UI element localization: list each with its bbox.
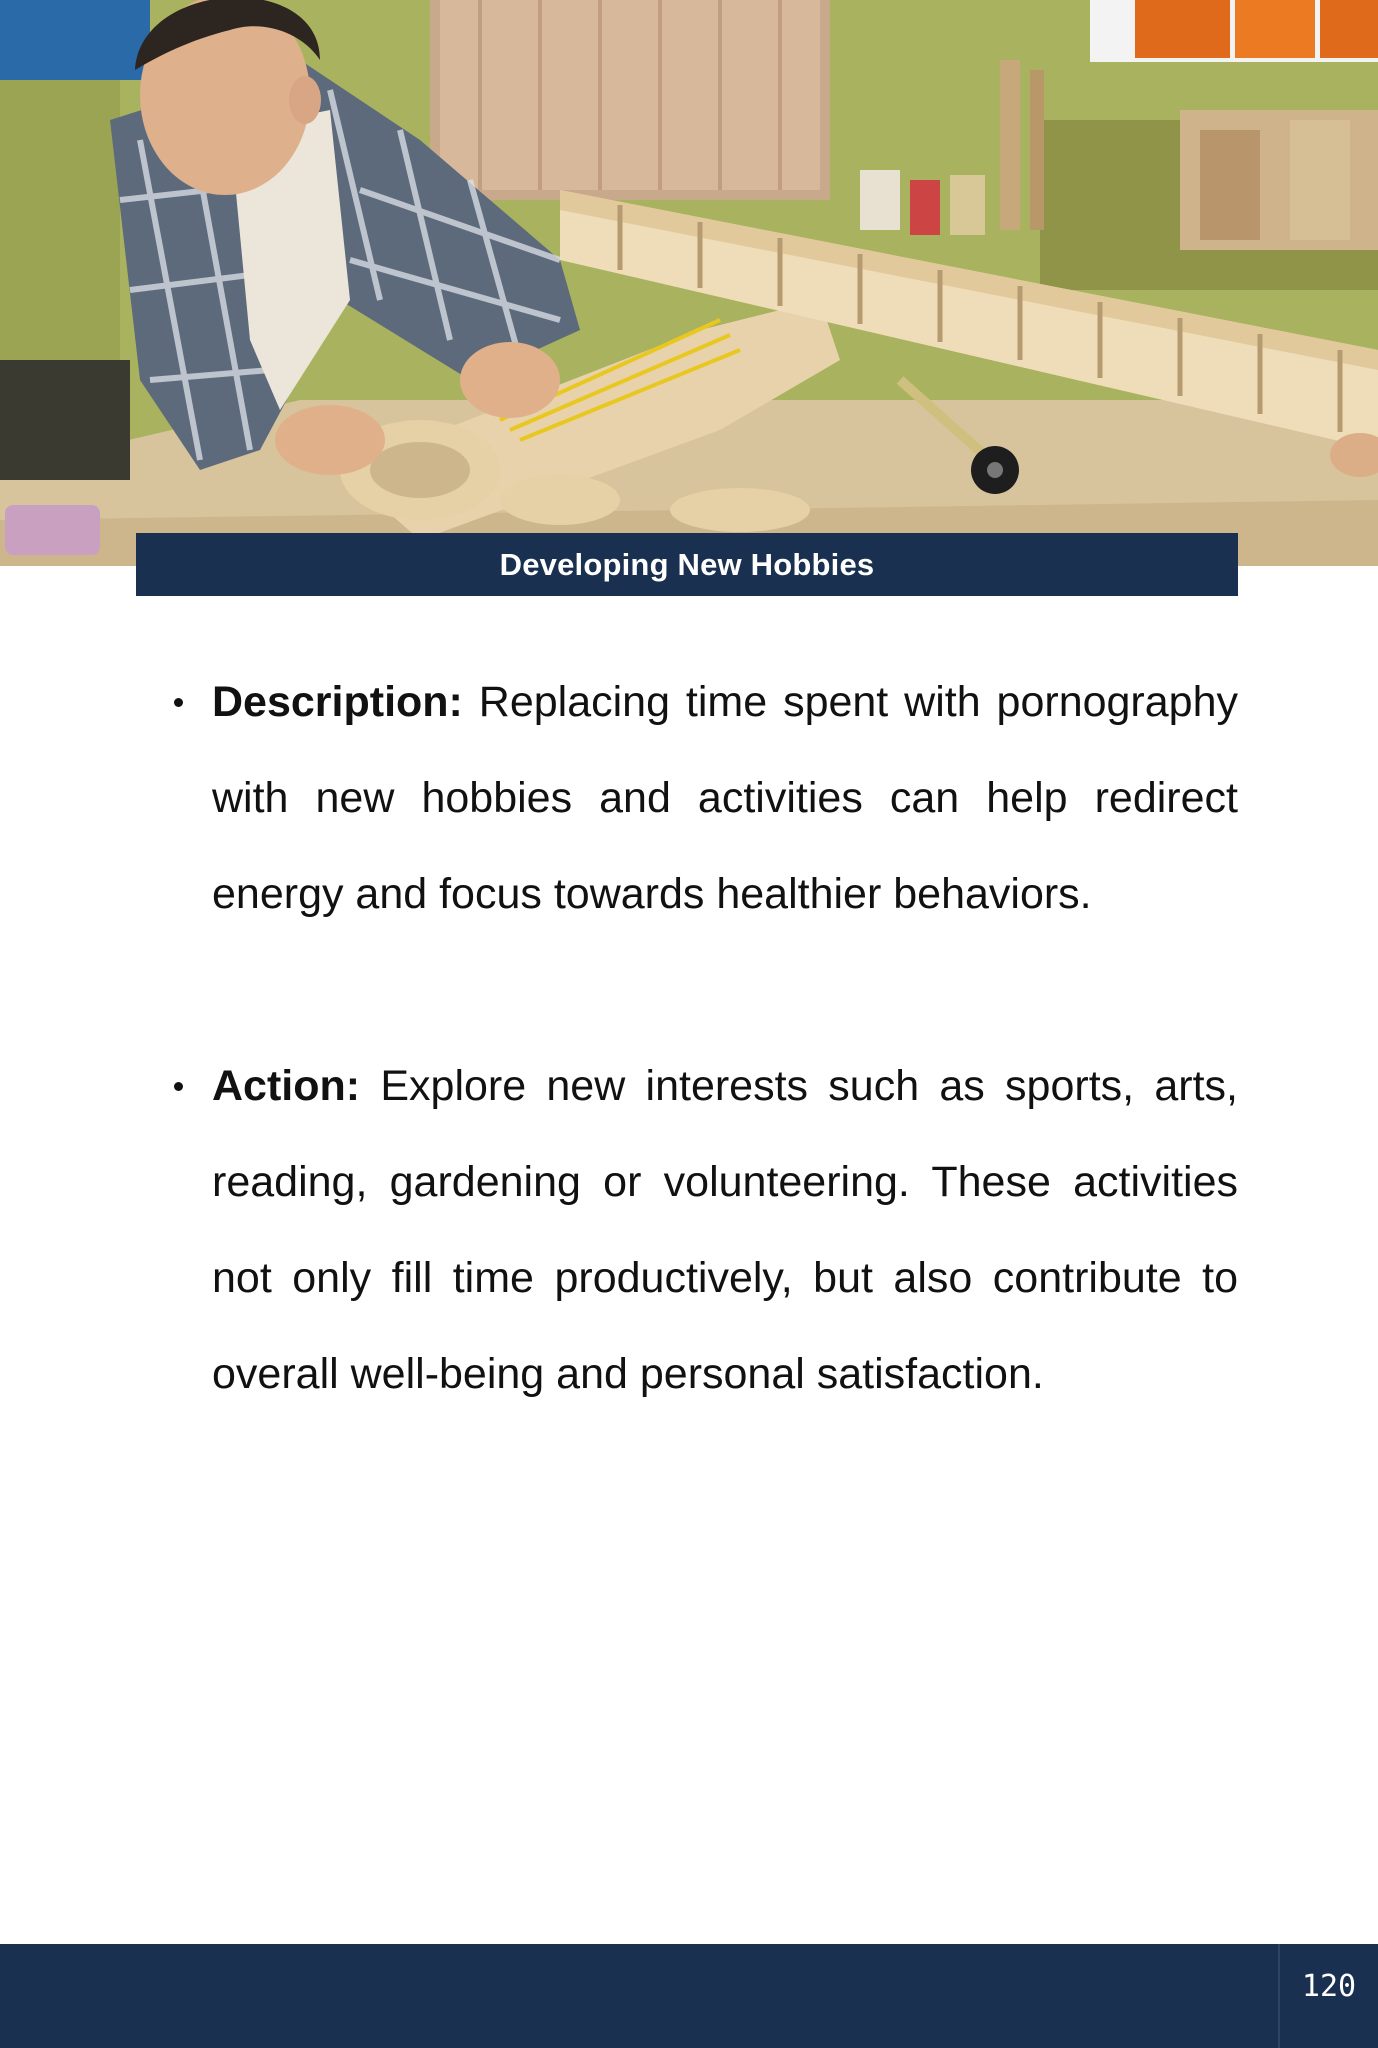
page-number: 120 bbox=[1301, 1968, 1357, 2004]
page-title: Developing New Hobbies bbox=[499, 546, 875, 582]
title-banner bbox=[136, 533, 1238, 596]
bullet-text: Replacing time spent with pornography with new hobbies and activities can help redirect energy and focus towards healthier behaviors. bbox=[212, 678, 1238, 918]
bullet-action bbox=[174, 1038, 1238, 1422]
bullet-description bbox=[174, 654, 1238, 942]
bullet-dot-icon bbox=[174, 698, 183, 707]
hero-photo bbox=[0, 0, 1378, 566]
bullet-dot-icon bbox=[174, 1082, 183, 1091]
footer-bar bbox=[0, 1944, 1378, 2048]
bullet-label: Action: bbox=[212, 1062, 381, 1110]
bullet-label: Description: bbox=[212, 678, 479, 726]
bullet-text: Explore new interests such as sports, arts, reading, gardening or volunteering. These activities not only fill time productively, but also contribute to overall well-being and personal satisfaction. bbox=[212, 1062, 1238, 1398]
bullet-list bbox=[174, 654, 1238, 1422]
